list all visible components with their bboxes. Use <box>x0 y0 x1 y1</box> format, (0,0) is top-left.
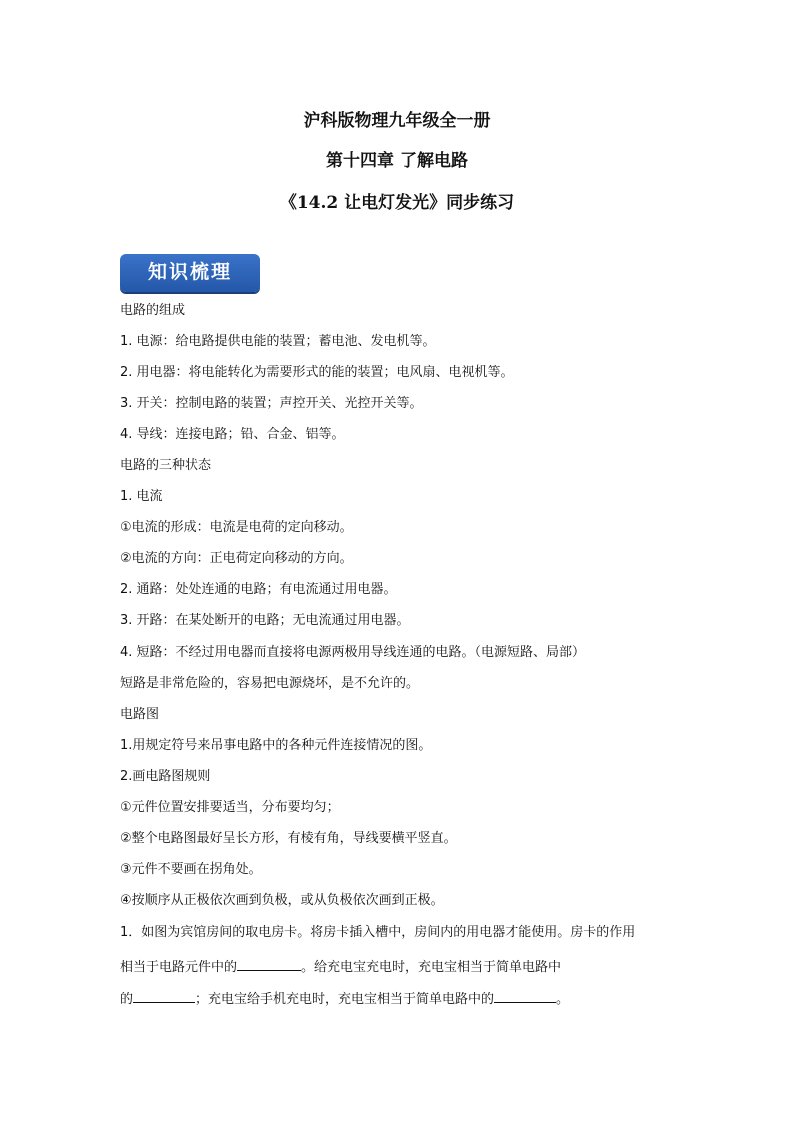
chapter-title: 第十四章 了解电路 <box>326 151 468 171</box>
list-item: ②整个电路图最好呈长方形，有棱有角，导线要横平竖直。 <box>120 831 457 846</box>
list-item: ④按顺序从正极依次画到负极，或从负极依次画到正极。 <box>120 893 444 908</box>
list-item: 3. 开路：在某处断开的电路；无电流通过用电器。 <box>120 613 410 628</box>
list-item: 1. 电流 <box>120 489 163 504</box>
question-text: ；充电宝给手机充电时，充电宝相当于简单电路中的 <box>195 992 495 1007</box>
answer-blank-2[interactable] <box>133 988 195 1003</box>
lesson-title: 《14.2 让电灯发光》同步练习 <box>279 193 515 213</box>
list-item: 短路是非常危险的，容易把电源烧坏，是不允许的。 <box>120 676 420 691</box>
list-item: 4. 导线：连接电路；铅、合金、铝等。 <box>120 427 345 442</box>
list-item: 1. 电源：给电路提供电能的装置；蓄电池、发电机等。 <box>120 334 436 349</box>
question-line-3 <box>120 988 569 1009</box>
question-line-1: 1．如图为宾馆房间的取电房卡。将房卡插入槽中，房间内的用电器才能使用。房卡的作用 <box>120 925 636 940</box>
section-badge-label: 知识梳理 <box>147 261 232 283</box>
question-text: 相当于电路元件中的 <box>120 960 238 975</box>
list-item: 2.画电路图规则 <box>120 769 211 784</box>
list-item: ①元件位置安排要适当，分布要均匀； <box>120 800 340 815</box>
list-item: 3. 开关：控制电路的装置；声控开关、光控开关等。 <box>120 396 423 411</box>
list-item: ②电流的方向：正电荷定向移动的方向。 <box>120 551 353 566</box>
section-badge <box>120 254 260 292</box>
answer-blank-1[interactable] <box>237 956 301 971</box>
question-line-2 <box>120 956 561 977</box>
question-text: 。 <box>556 992 570 1007</box>
list-item: 1.用规定符号来吊事电路中的各种元件连接情况的图。 <box>120 738 432 753</box>
list-item: ③元件不要画在拐角处。 <box>120 862 262 877</box>
list-item: 4. 短路：不经过用电器而直接将电源两极用导线连通的电路。（电源短路、局部） <box>120 645 586 660</box>
question-text: 。给充电宝充电时，充电宝相当于简单电路中 <box>301 960 562 975</box>
book-title: 沪科版物理九年级全一册 <box>303 111 491 131</box>
heading-circuit-diagram: 电路图 <box>120 707 160 722</box>
question-text: 的 <box>120 992 134 1007</box>
list-item: ①电流的形成：电流是电荷的定向移动。 <box>120 520 353 535</box>
heading-circuit-composition: 电路的组成 <box>120 303 186 318</box>
answer-blank-3[interactable] <box>494 988 556 1003</box>
list-item: 2. 用电器：将电能转化为需要形式的能的装置；电风扇、电视机等。 <box>120 365 514 380</box>
heading-circuit-states: 电路的三种状态 <box>120 458 212 473</box>
list-item: 2. 通路：处处连通的电路；有电流通过用电器。 <box>120 582 397 597</box>
